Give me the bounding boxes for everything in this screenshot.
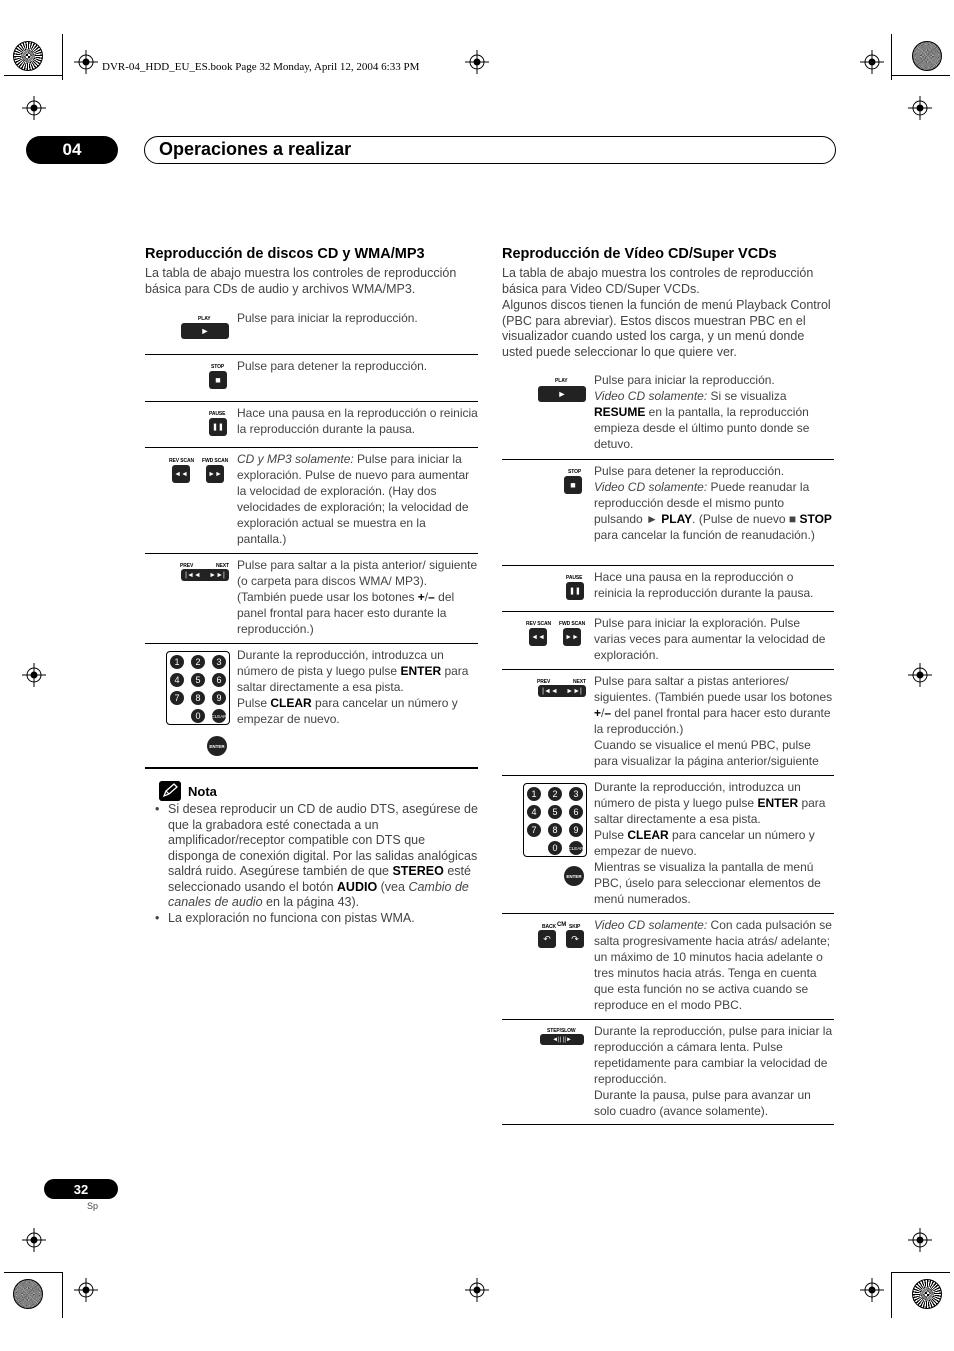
row-icons [502,612,594,669]
pencil-note-icon [159,781,181,801]
row-description: Pulse para iniciar la reproducción. [237,311,418,325]
key-9: 9 [212,691,226,705]
registration-mark-icon [74,1278,98,1302]
nota-title: Nota [188,784,217,799]
key-4: 4 [170,673,184,687]
starburst-icon [912,1279,942,1309]
key-5: 5 [191,673,205,687]
table-row [502,565,834,611]
key-2: 2 [191,655,205,669]
key-0: 0 [191,709,205,723]
stop-label: STOP [568,469,582,475]
table-row [145,307,478,354]
chapter-number-badge: 04 [26,136,118,164]
registration-mark-icon [74,50,98,74]
table-row [502,459,834,565]
section-intro-cd: La tabla de abajo muestra los controles de reproducción básica para CDs de audio y archivos WMA/MP3. [145,266,457,296]
pause-button-icon: ❚❚ [566,582,584,600]
table-row [145,447,478,553]
crop-mark [891,1272,892,1318]
stop-button-icon: ■ [209,371,227,389]
row-description: Pulse para saltar a pistas anteriores/ siguientes. (También puede usar los botones +/– del panel frontal para hacer esto durante la reproducción.) Cuando se visualice el menú PBC, pulse para visualizar la página anterior/siguiente [594,674,833,768]
crop-mark [4,75,62,76]
key-7: 7 [170,691,184,705]
row-icons [145,307,237,354]
print-info-line: DVR-04_HDD_EU_ES.book Page 32 Monday, April 12, 2004 6:33 PM [102,61,420,73]
row-description: CD y MP3 solamente: Pulse para iniciar la exploración. Pulse de nuevo para aumentar la velocidad de exploración. (Hay dos velocidades de exploración; la velocidad de exploración actual se muestra en la pantalla.) [237,452,470,546]
registration-mark-icon [908,96,932,120]
row-icons [502,670,594,775]
rev-scan-label: REV SCAN [169,458,195,464]
row-icons [502,369,594,459]
stop-button-icon: ■ [564,476,582,494]
skip-button-icon: ↷ [566,930,584,948]
registration-mark-icon [465,50,489,74]
row-icons [145,448,237,553]
registration-mark-icon [908,1228,932,1252]
crop-mark [892,1272,950,1273]
registration-mark-icon [860,1278,884,1302]
number-keypad-icon [523,783,587,857]
pause-label: PAUSE [566,575,583,581]
prev-icon: |◄◄ [185,571,201,579]
back-button-icon: ↶ [538,930,556,948]
row-icons [502,914,594,1019]
section-title-vcd: Reproducción de Vídeo CD/Super VCDs [502,246,777,262]
row-icons [502,776,594,913]
play-label: PLAY [555,378,568,384]
next-icon: ►►| [566,687,582,695]
key-0: 0 [548,841,562,855]
pause-button-icon: ❚❚ [209,418,227,436]
nota-list [155,802,478,926]
list-item: • La exploración no funciona con pistas WMA. [155,911,478,927]
table-row [145,401,478,447]
cd-controls-table [145,307,478,768]
row-description: Pulse para iniciar la exploración. Pulse varias veces para aumentar la velocidad de exploración. [594,616,826,662]
chapter-title: Operaciones a realizar [159,139,352,159]
row-description: Pulse para detener la reproducción. Video CD solamente: Puede reanudar la reproducción desde el mismo punto pulsando ► PLAY. (Pulse de nuevo ■ STOP para cancelar la función de reanudación.) [594,464,832,542]
key-8: 8 [191,691,205,705]
registration-mark-icon [22,96,46,120]
row-description: Durante la reproducción, introduzca un número de pista y luego pulse ENTER para saltar directamente a esa pista. Pulse CLEAR para cancelar un número y empezar de nuevo. [237,648,469,726]
stop-label: STOP [211,364,225,370]
table-row [502,611,834,669]
section-intro-vcd-2: Algunos discos tienen la función de menú Playback Control (PBC para abreviar). Estos discos muestran PBC en el visualizador cuando usted los carga, y un menú donde usted puede seleccionar lo que quiere ver. [502,298,831,359]
fwd-scan-label: FWD SCAN [559,621,586,627]
key-2: 2 [548,787,562,801]
pause-label: PAUSE [209,411,226,417]
registration-mark-icon [22,663,46,687]
skip-label: SKIP [569,924,581,930]
rev-scan-button-icon: ◄◄ [172,465,190,483]
number-keypad-icon [166,651,230,725]
table-row [145,354,478,401]
registration-mark-icon [465,1278,489,1302]
play-button-icon: ► [181,323,229,339]
key-5: 5 [548,805,562,819]
play-button-icon: ► [538,386,586,402]
registration-mark-icon [860,50,884,74]
page-number: 32 [44,1179,118,1199]
prev-label: PREV [180,563,194,569]
starburst-icon [13,1279,43,1309]
prev-next-button-icon [181,569,229,581]
key-6: 6 [569,805,583,819]
key-8: 8 [548,823,562,837]
section-title-cd: Reproducción de discos CD y WMA/MP3 [145,246,425,262]
row-icons [502,566,594,611]
starburst-icon [912,41,942,71]
list-item: • Si desea reproducir un CD de audio DTS, asegúrese de que la grabadora esté conectada a un amplificador/receptor compatible con DTS que disponga de conexión digital. Por las salidas analógicas saldrá ruido. Asegúrese también de que STEREO esté seleccionado usando el botón AUDIO (vea Cambio de canales de audio en la página 43). [155,802,478,911]
key-3: 3 [569,787,583,801]
row-icons [145,355,237,401]
row-description: Hace una pausa en la reproducción o reinicia la reproducción durante la pausa. [594,570,814,600]
chapter-header-bar [144,136,836,164]
table-row [145,643,478,767]
key-4: 4 [527,805,541,819]
fwd-scan-button-icon: ►► [206,465,224,483]
registration-mark-icon [22,1228,46,1252]
row-description: Pulse para detener la reproducción. [237,359,428,373]
row-icons [502,460,594,565]
table-row [502,369,834,459]
starburst-icon [13,41,43,71]
page-language: Sp [87,1201,99,1211]
prev-icon: |◄◄ [542,687,558,695]
key-1: 1 [527,787,541,801]
crop-mark [62,1272,63,1318]
vcd-controls-table [502,369,834,1125]
next-label: NEXT [216,563,229,569]
row-description: Durante la reproducción, introduzca un número de pista y luego pulse ENTER para saltar directamente a esa pista. Pulse CLEAR para cancelar un número y empezar de nuevo. Mientras se visualiza la pantalla de menú PBC, úselo para seleccionar elementos de menú numerados. [594,780,826,906]
prev-next-button-icon [538,685,586,697]
row-description: Durante la reproducción, pulse para iniciar la reproducción a cámara lenta. Pulse repetidamente para cambiar la velocidad de reproducción. Durante la pausa, pulse para avanzar un solo cuadro (avance solamente). [594,1024,833,1118]
key-3: 3 [212,655,226,669]
row-icons [145,402,237,447]
fwd-scan-label: FWD SCAN [202,458,229,464]
row-description: Video CD solamente: Con cada pulsación se salta progresivamente hacia atrás/ adelante; un máximo de 10 minutos hacia adelante o tres minutos hacia atrás. Tenga en cuenta que esta función no se activa cuando se reproduce en el modo PBC. [594,918,832,1012]
key-7: 7 [527,823,541,837]
next-label: NEXT [573,679,586,685]
section-intro-vcd: La tabla de abajo muestra los controles de reproducción básica para Video CD/Super VCDs. [502,266,814,296]
enter-button-icon: ENTER [207,736,227,756]
crop-mark [62,34,63,80]
table-row [502,913,834,1019]
rev-scan-label: REV SCAN [526,621,552,627]
prev-label: PREV [537,679,551,685]
row-description: Pulse para saltar a la pista anterior/ siguiente (o carpeta para discos WMA/ MP3). (También puede usar los botones +/– del panel frontal para hacer esto durante la reproducción.) [237,558,478,636]
crop-mark [892,75,950,76]
crop-mark [891,34,892,80]
enter-button-icon: ENTER [564,866,584,886]
row-description: Pulse para iniciar la reproducción. Video CD solamente: Si se visualiza RESUME en la pantalla, la reproducción empieza desde el último punto donde se detuvo. [594,373,810,451]
nota-divider [145,767,478,769]
next-icon: ►►| [209,571,225,579]
row-icons [145,644,237,767]
back-label: BACK [542,924,557,930]
crop-mark [4,1272,62,1273]
rev-scan-button-icon: ◄◄ [529,628,547,646]
key-6: 6 [212,673,226,687]
fwd-scan-button-icon: ►► [563,628,581,646]
step-slow-button-icon: ◄|| ||► [540,1034,584,1045]
clear-key: CLEAR [569,841,583,855]
table-row [145,553,478,643]
table-row [502,775,834,913]
row-description: Hace una pausa en la reproducción o reinicia la reproducción durante la pausa. [237,406,478,436]
table-row [502,669,834,775]
key-1: 1 [170,655,184,669]
key-9: 9 [569,823,583,837]
row-icons [145,554,237,643]
table-row [502,1019,834,1124]
clear-key: CLEAR [212,709,226,723]
registration-mark-icon [908,663,932,687]
cm-label: CM [557,922,567,928]
row-icons [502,1020,594,1124]
step-slow-label: STEP/SLOW [547,1028,576,1034]
play-label: PLAY [198,316,211,322]
